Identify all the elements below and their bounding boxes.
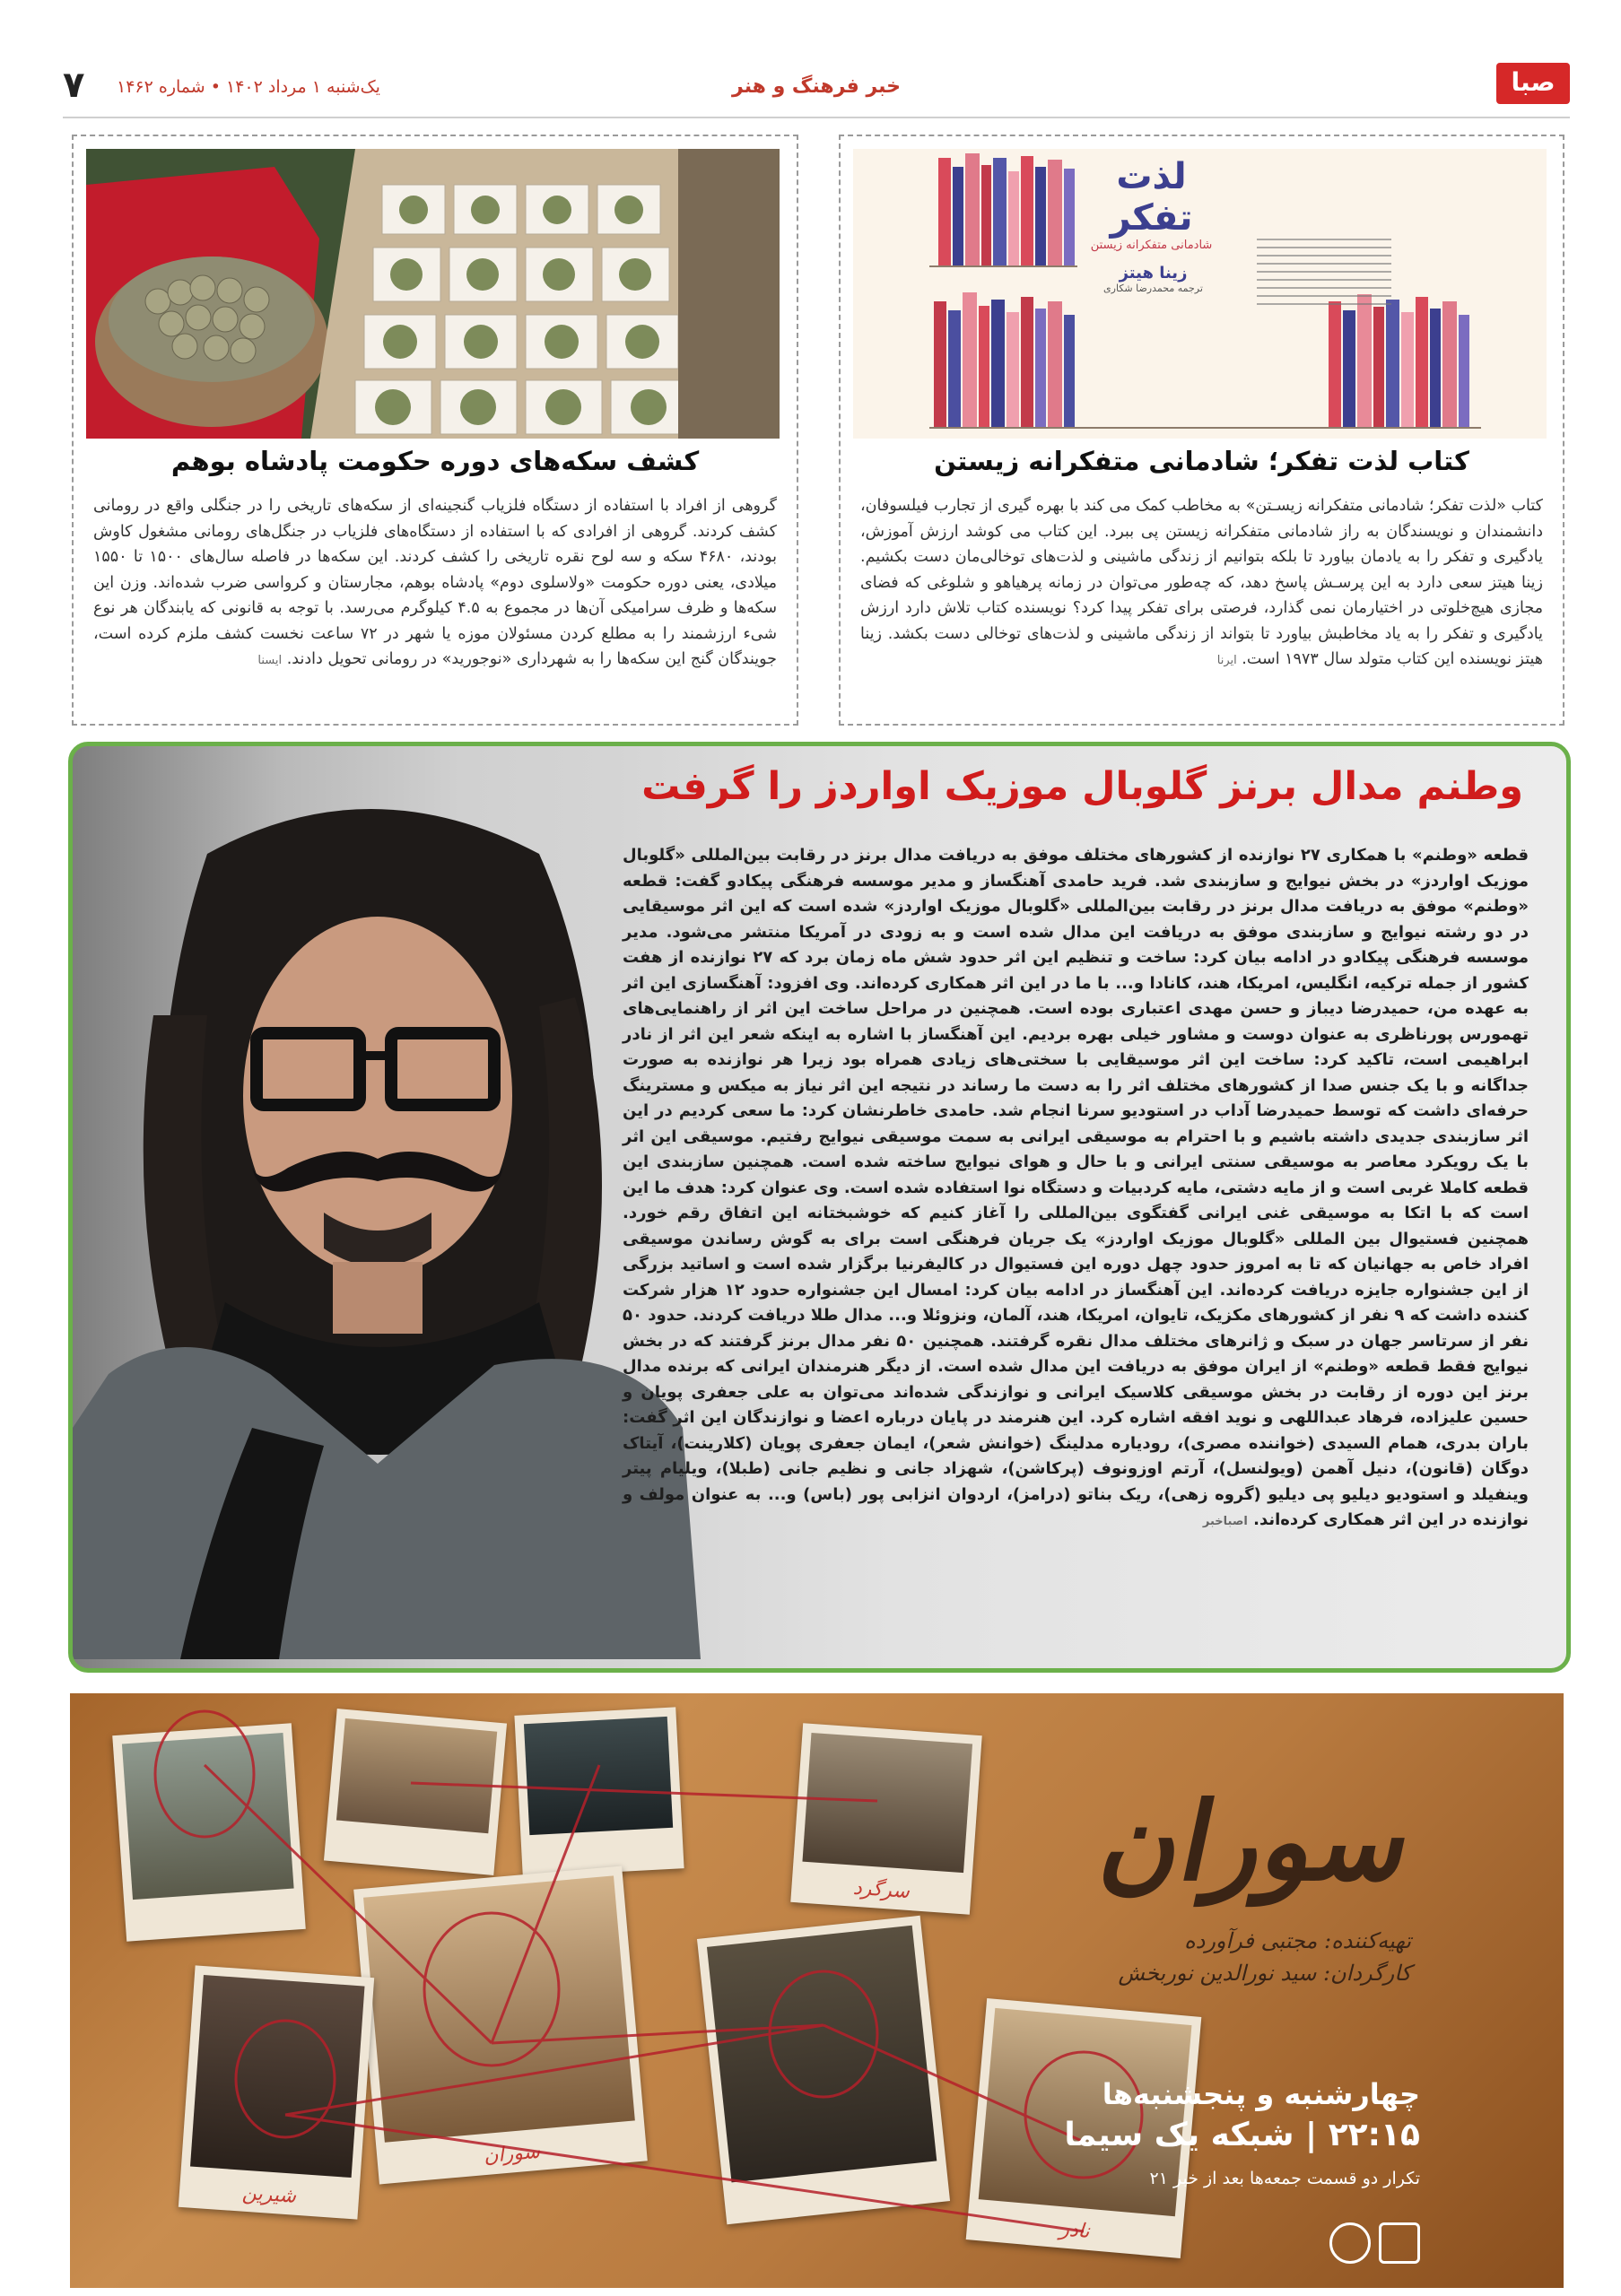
banner-photo-tag-4: نادر — [1059, 2218, 1091, 2243]
book-cover-image — [853, 149, 1547, 439]
page-header — [63, 63, 1570, 118]
book-article-body — [860, 493, 1543, 674]
book-article-box — [839, 135, 1564, 726]
series-producer: تهیه‌کننده: مجتبی فرآورده — [1184, 1928, 1411, 1953]
rerun-info: تکرار دو قسمت جمعه‌ها بعد از خبر ۲۱ — [1149, 2169, 1420, 2188]
channel-logo-icon — [1379, 2222, 1420, 2264]
coins-article-box — [72, 135, 798, 726]
section-title: خبر فرهنگ و هنر — [732, 75, 901, 98]
book-cover-translator: ترجمه محمدرضا شکاری — [1103, 283, 1203, 294]
coins-photo — [86, 149, 780, 439]
banner-photo-tag-2: سرگرد — [852, 1876, 911, 1903]
book-cover-title: لذت تفکر — [1110, 156, 1193, 239]
music-article-box — [68, 742, 1571, 1673]
issue-info: یک‌شنبه ۱ مرداد ۱۴۰۲ • شماره ۱۴۶۲ — [117, 77, 380, 97]
series-director: کارگردان: سید نورالدین نوربخش — [1118, 1961, 1411, 1986]
series-credits — [1034, 1925, 1411, 1989]
book-cover-author: زینا هیتز — [1119, 264, 1188, 283]
newspaper-logo: صبا — [1496, 63, 1570, 104]
music-article-source: اصباخبر — [1202, 1515, 1248, 1528]
banner-photo-tag-1: سوران — [483, 2140, 541, 2169]
book-cover-subtitle: شادمانی متفکرانه زیستن — [1090, 239, 1213, 252]
broadcaster-logo-icon — [1329, 2222, 1371, 2264]
coins-article-title: کشف سکه‌های دوره حکومت پادشاه بوهم — [170, 446, 700, 476]
musician-portrait — [73, 746, 701, 1659]
music-article-body — [623, 843, 1529, 1535]
music-article-title: وطنم مدال برنز گلوبال موزیک اواردز را گرفت — [641, 764, 1523, 809]
book-article-source: ایرنا — [1216, 654, 1237, 667]
page-number: ۷ — [63, 65, 85, 106]
coins-article-source: ایسنا — [257, 654, 283, 667]
coins-article-text: گروهی از افراد با استفاده از دستگاه فلزیاب گنجینه‌ای از سکه‌های تاریخی را در جنگلی واقع در رومانی کشف کردند. گروهی از افرادی که با استفاده از دستگاه‌های فلزیاب در جنگل‌های رومانی مشغول کاوش بودند، ۴۶۸۰ سکه و سه لوح نقره تاریخی را کشف کردند. این سکه‌ها در فاصله سال‌های ۱۵۰۰ تا ۱۵۵۰ میلادی، یعنی دوره حکومت «ولاسلوی دوم» پادشاه بوهم، مجارستان و کرواسی ضرب شده‌اند. وزن این سکه‌ها و ظرف سرامیکی آن‌ها در مجموع به ۴.۵ کیلوگرم می‌رسد. با توجه به قانونی که یابندگان هر نوع شیء ارزشمند را به مطلع کردن مسئولان موزه یا شهر در ۷۲ ساعت نخست کشف ملزم کرده است، جویندگان گنج این سکه‌ها را به شهرداری «نوجورید» در رومانی تحویل دادند. — [93, 497, 778, 668]
air-time-channel: ۲۲:۱۵ | شبکه یک سیما — [1064, 2117, 1420, 2153]
series-title: سوران — [1091, 1779, 1425, 1905]
book-cover-blurb-lines — [1257, 239, 1391, 310]
book-article-text: کتاب «لذت تفکر؛ شادمانی متفکرانه زیسـتن» به مخاطب کمک می کند با بهره گیری از تجارب فیلسوفان، دانشمندان و نویسندگان به راز شادمانی متفکرانه زیستن پی ببرد. این کتاب می کوشد ارزش آموزش، یادگیری و تفکر را به یادمان بیاورد تا بلکه بتوانیم از زندگی ماشینی و لذت‌های توخالی‌مان دست بکشیم. زینا هیتز سعی دارد به این پرسـش پاسخ دهد، که چه‌طور می‌توان در زمانه پرهیاهو و شلوغی که فضای مجازی هیچ‌خلوتی در اختیارمان نمی گذارد، فرصتی برای تفکر پیدا کرد؟ نویسنده کتاب تلاش دارد ارزش یادگیری و تفکر را به یاد مخاطبش بیاورد تا بتواند از زندگی ماشینی و لذت‌های توخالی دست بکشد. زینا هیتز نویسنده این کتاب متولد سال ۱۹۷۳ است. — [860, 497, 1543, 668]
coins-article-body — [93, 493, 777, 674]
air-days: چهارشنبه و پنجشنبه‌ها — [1102, 2077, 1420, 2111]
coins-photo-illustration — [86, 149, 780, 439]
banner-photo-tag-3: شیرین — [241, 2181, 297, 2208]
music-article-text: قطعه «وطنم» با همکاری ۲۷ نوازنده از کشورهای مختلف موفق به دریافت مدال برنز در رقابت بین‌المللی «گلوبال موزیک اواردز» در بخش نیوایج و سازبندی شد. فرید حامدی آهنگساز و مدیر موسسه فرهنگی پیکادو گفت: قطعه «وطنم» موفق به دریافت مدال برنز در رقابت بین‌المللی «گلوبال موزیک اواردز» شده است که این اثر موسیقایی در دو رشته نیوایج و سازبندی موفق به دریافت این مدال شده است و به زودی در آمریکا منتشر می‌شود. مدیر موسسه فرهنگی پیکادو در ادامه بیان کرد: ساخت و تنظیم این اثر حدود شش ماه زمان برد که ۲۷ نوازنده از هفت کشور از جمله ترکیه، انگلیس، امریکا، هند، کانادا و... با ما در این اثر همکاری کرده‌اند. وی افزود: آهنگسازی این اثر به عهده من، حمیدرضا دیباز و حسن مهدی اعتباری بوده است. همچنین در مراحل ساخت این اثر از راهنمایی‌های تهمورس پورناظری به عنوان دوست و مشاور خیلی بهره بردیم. این آهنگساز با اشاره به اینکه شعر این اثر از نادر ابراهیمی است، تاکید کرد: ساخت این اثر موسیقایی با سختی‌های زیادی همراه بود زیرا هر نوازنده به صورت جداگانه و با یک جنس صدا از کشورهای مختلف اثر را به دست ما رساند در نتیجه این اثر نیاز به میکس و مسترینگ حرفه‌ای داشت که توسط حمیدرضا آداب در استودیو سرنا انجام شد. حامدی خاطرنشان کرد: ما سعی کردیم در این اثر سازبندی جدیدی داشته باشیم و با احترام به موسیقی ایرانی به سمت موسیقی نیوایج رفتیم. موسیقی این اثر با یک رویکرد معاصر به موسیقی سنتی ایرانی و با حال و هوای نیوایج ساخته شده است. همچنین سازبندی این قطعه کاملا غربی است و از مایه دشتی، مایه کردبیات و دستگاه نوا استفاده شده است. وی عنوان کرد: هدف ما این است که با اتکا به موسیقی غنی ایرانی گفتگوی بین‌المللی را آغاز کنیم که خوشبختانه این اتفاق رقم خورد. همچنین فستیوال بین المللی «گلوبال موزیک اواردز» یک جریان فرهنگی است برای به گوش رساندن موسیقی افراد خاص به جهانیان که تا به امروز حدود چهل دوره این فستیوال در کالیفرنیا برگزار شده است و اساتید بزرگی از این جشنواره جایزه دریافت کرده‌اند. این آهنگساز در ادامه بیان کرد: امسال این جشنواره حدود ۱۲ هزار شرکت کننده داشت که ۹ نفر از کشورهای مکزیک، تایوان، امریکا، هند، آلمان، ونزوئلا و... مدال طلا دریافت کردند. حدود ۵۰ نفر از سرتاسر جهان در سبک و ژانرهای مختلف مدال نقره گرفتند. همچنین ۵۰ نفر مدال برنز گرفتند که در بخش نیوایج فقط قطعه «وطنم» از ایران موفق به دریافت این مدال شده است. از دیگر هنرمندان ایرانی که برنده مدال برنز این دوره از رقابت در بخش موسیقی کلاسیک ایرانی و نوازندگی شده‌اند می‌توان به علی جعفری پویان و حسین علیزاده، فرهاد عبداللهی و نوید افقه اشاره کرد. این هنرمند در پایان درباره اعضا و نوازندگان این اثر گفت: باران بدری، همام السیدی (خواننده مصری)، رودیاره مدلینگ (خوانش شعر)، ایمان جعفری پویان (کلارینت)، آیتاک دوگان (قانون)، دنیل آهمن (ویولنسل)، آرتم اوزونوف (پرکاشن)، شهزاد جانی و نظیم جانی (طبلا)، ویلیام پیتر وینفیلد و استودیو دیلیو پی دیلیو (گروه زهی)، ریک بناتو (درامز)، اردوان انزابی پور (باس) و... به عنوان مولف و نوازنده در این اثر همکاری کرده‌اند. — [623, 846, 1529, 1529]
tv-series-banner — [70, 1693, 1564, 2288]
book-article-title: کتاب لذت تفکر؛ شادمانی متفکرانه زیستن — [934, 446, 1469, 476]
